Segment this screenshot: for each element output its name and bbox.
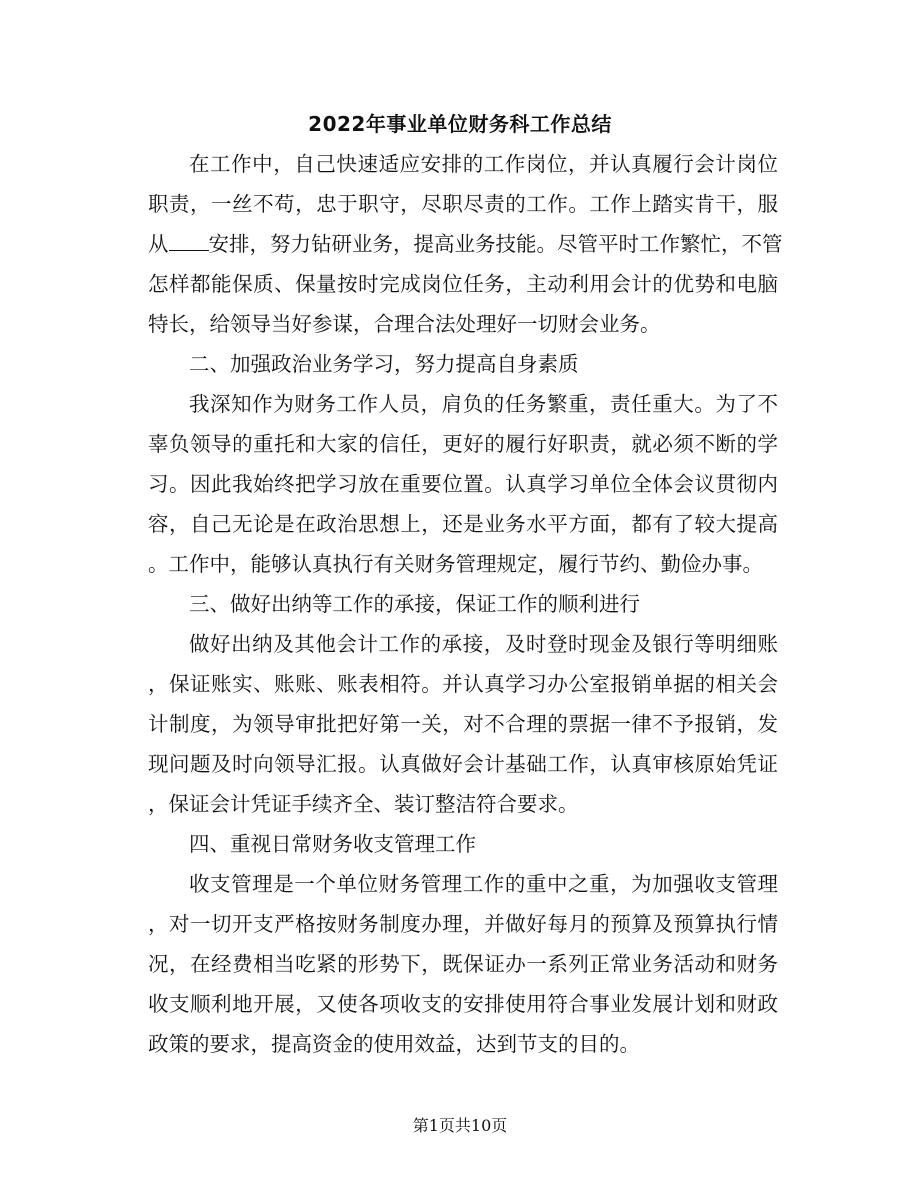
body-line: ，对一切开支严格按财务制度办理，并做好每月的预算及预算执行情 [148, 912, 778, 936]
body-line: 况，在经费相当吃紧的形势下，既保证办一系列正常业务活动和财务 [148, 952, 778, 976]
body-line: 做好出纳及其他会计工作的承接，及时登时现金及银行等明细账 [189, 632, 778, 656]
fill-in-blank [169, 228, 209, 251]
body-line: 现问题及时向领导汇报。认真做好会计基础工作，认真审核原始凭证 [148, 752, 778, 776]
page-number: 第1页共10页 [412, 1116, 508, 1135]
body-line: 在工作中，自己快速适应安排的工作岗位，并认真履行会计岗位 [189, 152, 778, 176]
body-line: ，保证账实、账账、账表相符。并认真学习办公室报销单据的相关会 [148, 672, 778, 696]
body-line: 容，自己无论是在政治思想上，还是业务水平方面，都有了较大提高 [148, 512, 778, 536]
body-line: ，保证会计凭证手续齐全、装订整洁符合要求。 [148, 792, 579, 816]
body-line-with-blank [148, 224, 783, 264]
document-title: 2022年事业单位财务科工作总结 [308, 112, 612, 136]
body-line-start: 从 [148, 232, 169, 256]
body-line: 政策的要求，提高资金的使用效益，达到节支的目的。 [148, 1032, 640, 1056]
body-line: 怎样都能保质、保量按时完成岗位任务，主动利用会计的优势和电脑 [148, 272, 778, 296]
body-line: 辜负领导的重托和大家的信任，更好的履行好职责，就必须不断的学 [148, 432, 778, 456]
body-line: 职责，一丝不苟，忠于职守，尽职尽责的工作。工作上踏实肯干，服 [148, 192, 778, 216]
body-line: 特长，给领导当好参谋，合理合法处理好一切财会业务。 [148, 312, 661, 336]
body-line: 收支顺利地开展，又使各项收支的安排使用符合事业发展计划和财政 [148, 992, 778, 1016]
body-line: 习。因此我始终把学习放在重要位置。认真学习单位全体会议贯彻内 [148, 472, 778, 496]
body-line-rest: 安排，努力钻研业务，提高业务技能。尽管平时工作繁忙，不管 [208, 232, 783, 256]
section-heading: 三、做好出纳等工作的承接，保证工作的顺利进行 [189, 592, 640, 616]
section-heading: 二、加强政治业务学习，努力提高自身素质 [189, 352, 579, 376]
document-body [148, 144, 783, 1064]
body-line: 计制度，为领导审批把好第一关，对不合理的票据一律不予报销，发 [148, 712, 778, 736]
body-line: 。工作中，能够认真执行有关财务管理规定，履行节约、勤俭办事。 [148, 552, 763, 576]
section-heading: 四、重视日常财务收支管理工作 [189, 832, 476, 856]
body-line: 收支管理是一个单位财务管理工作的重中之重，为加强收支管理 [189, 872, 778, 896]
body-line: 我深知作为财务工作人员，肩负的任务繁重，责任重大。为了不 [189, 392, 778, 416]
